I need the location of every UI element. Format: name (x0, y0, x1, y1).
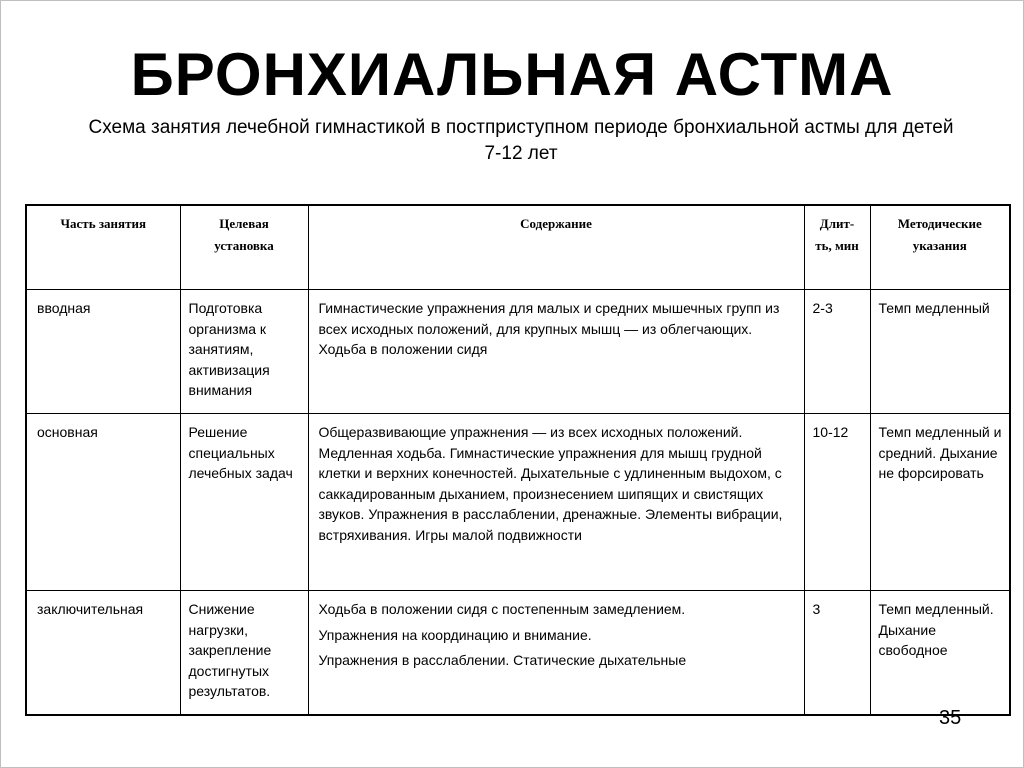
cell-notes: Темп медленный (870, 290, 1010, 414)
cell-goal: Решение специальных лечебных задач (180, 414, 308, 591)
table-row (26, 290, 1010, 414)
page-number: 35 (939, 707, 962, 729)
slide-title: БРОНХИАЛЬНАЯ АСТМА (130, 41, 894, 108)
cell-part: основная (26, 414, 180, 591)
exercise-schedule-table (25, 204, 1011, 716)
slide-subtitle: Схема занятия лечебной гимнастикой в постприступном периоде бронхиальной астмы для детей 7-12 лет (88, 117, 954, 164)
cell-content (308, 414, 804, 591)
cell-goal: Снижение нагрузки, закрепление достигнутых результатов. (180, 591, 308, 716)
cell-notes: Темп медленный и средний. Дыхание не форсировать (870, 414, 1010, 591)
header-part: Часть занятия (26, 205, 180, 290)
content-paragraph: Ходьба в положении сидя с постепенным замедлением. (318, 601, 686, 617)
cell-part: заключительная (26, 591, 180, 716)
cell-duration: 10-12 (804, 414, 870, 591)
content-paragraph: Упражнения в расслаблении. Статические дыхательные (318, 652, 687, 668)
content-paragraph: Гимнастические упражнения для малых и средних мышечных групп из всех исходных положений, для крупных мышц — из облегчающих. Ходьба в положении сидя (318, 300, 780, 357)
cell-part: вводная (26, 290, 180, 414)
cell-content (308, 290, 804, 414)
content-paragraph: Упражнения на координацию и внимание. (318, 626, 592, 643)
table-row (26, 591, 1010, 716)
cell-notes: Темп медленный. Дыхание свободное (870, 591, 1010, 716)
cell-duration: 2-3 (804, 290, 870, 414)
header-duration-text: Длит-ть, мин (815, 216, 859, 253)
cell-goal: Подготовка организма к занятиям, активизация внимания (180, 290, 308, 414)
header-notes: Методические указания (870, 205, 1010, 290)
header-content: Содержание (308, 205, 804, 290)
header-goal (180, 205, 308, 290)
table-header-row (26, 205, 1010, 290)
table-row (26, 414, 1010, 591)
cell-content (308, 591, 804, 716)
header-goal-text: Целевая установка (214, 216, 274, 253)
content-paragraph: Общеразвивающие упражнения — из всех исходных положений. Медленная ходьба. Гимнастические упражнения для мышц грудной клетки и верхних конечностей. Дыхательные с удлиненным выдохом, с саккадированным дыханием, произнесением шипящих и свистящих звуков. Упражнения в расслаблении, дренажные. Элементы вибрации, встряхивания. Игры малой подвижности (318, 424, 783, 543)
header-duration (804, 205, 870, 290)
cell-duration: 3 (804, 591, 870, 716)
